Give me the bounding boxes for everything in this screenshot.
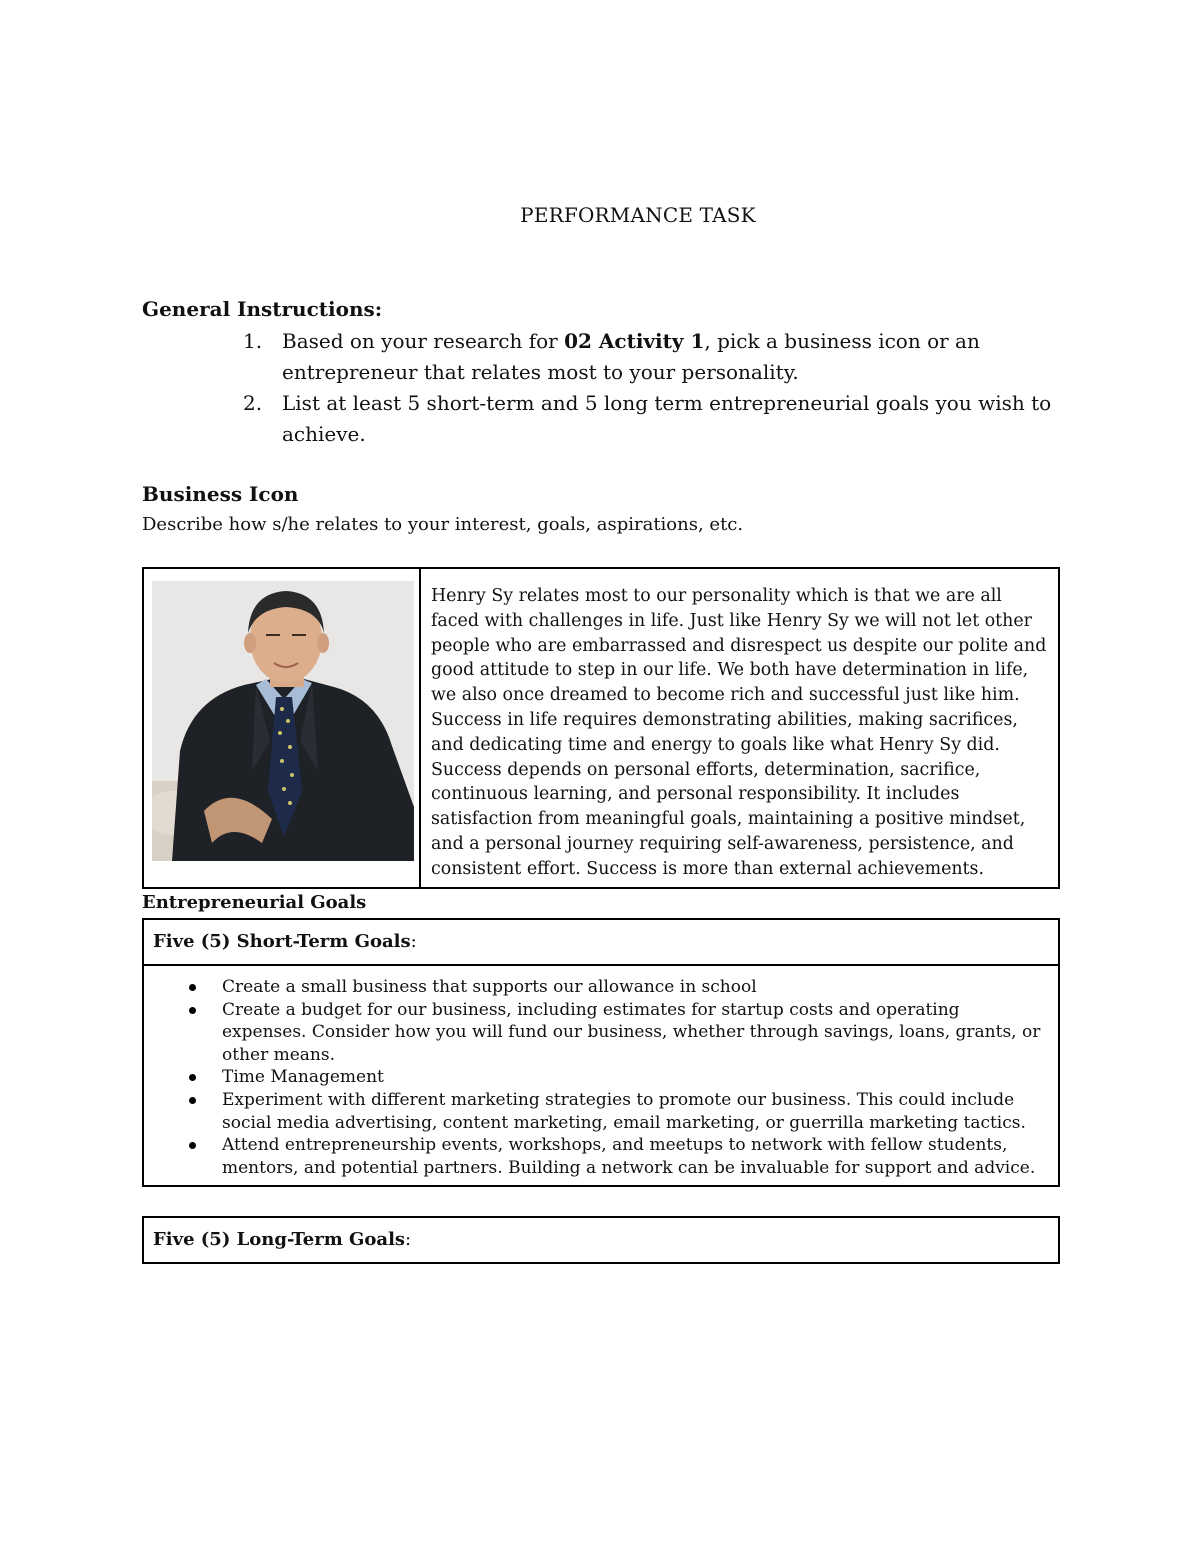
relation-text: Henry Sy relates most to our personality which is that we are all faced with challenges in life. Just like Henry Sy we will not let other people who are embarrassed and disrespect us despite our polite and good attitude to step in our life. We both have determination in life, we also once dreamed to become rich and successful just like him. Success in life requires demonstrating abilities, making sacrifices, and dedicating time and energy to goals like what Henry Sy did. Success depends on personal efforts, determination, sacrifice, continuous learning, and personal responsibility. It includes satisfaction from meaningful goals, maintaining a positive mindset, and a personal journey requiring self-awareness, persistence, and consistent effort. Success is more than external achievements. [431, 586, 1047, 879]
long-term-goals-header [144, 1218, 1058, 1264]
goal-text: Create a budget for our business, including estimates for startup costs and operating expenses. Consider how you will fund our business, whether through savings, loans, grants, or other means. [222, 999, 1041, 1065]
portrait-illustration [152, 581, 414, 861]
instruction-text-pre: Based on your research for [282, 329, 565, 353]
business-icon-table [142, 567, 1060, 889]
instruction-text: List at least 5 short-term and 5 long term entrepreneurial goals you wish to achieve. [282, 391, 1052, 446]
list-item [222, 1134, 1044, 1179]
instruction-item [243, 388, 1073, 450]
photo-cell [144, 569, 421, 887]
instruction-activity-ref: 02 Activity 1 [564, 329, 705, 353]
long-term-goals-label: Five (5) Long-Term Goals [153, 1229, 406, 1250]
bullet-icon [189, 1007, 196, 1014]
instruction-text-post: , pick a business icon or an entrepreneur that relates most to your personality. [282, 329, 980, 384]
instruction-item [243, 326, 1073, 388]
general-instructions-heading: General Instructions: [142, 297, 383, 321]
list-item [222, 1066, 1044, 1089]
list-item [222, 1089, 1044, 1134]
short-term-goals-colon: : [410, 931, 417, 952]
list-item [222, 999, 1044, 1067]
long-term-goals-box [142, 1216, 1060, 1264]
business-icon-heading: Business Icon [142, 482, 299, 506]
business-icon-description: Describe how s/he relates to your interest, goals, aspirations, etc. [142, 514, 744, 535]
bullet-icon [189, 1074, 196, 1081]
page-title: PERFORMANCE TASK [520, 203, 756, 227]
short-term-goals-header [144, 920, 1058, 966]
goal-text: Create a small business that supports our allowance in school [222, 977, 757, 997]
bullet-icon [189, 984, 196, 991]
instructions-list [243, 326, 1073, 450]
long-term-goals-colon: : [405, 1229, 412, 1250]
bullet-icon [189, 1142, 196, 1149]
entrepreneurial-goals-heading: Entrepreneurial Goals [142, 892, 367, 913]
short-term-goals-list [144, 966, 1058, 1179]
short-term-goals-label: Five (5) Short-Term Goals [153, 931, 411, 952]
bullet-icon [189, 1097, 196, 1104]
portrait-photo [152, 581, 414, 861]
list-item [222, 976, 1044, 999]
short-term-goals-box [142, 918, 1060, 1187]
instruction-number: 2. [243, 391, 263, 415]
goal-text: Time Management [222, 1067, 384, 1088]
instruction-number: 1. [243, 329, 263, 353]
goal-text: Attend entrepreneurship events, workshops, and meetups to network with fellow students, mentors, and potential partners. Building a network can be invaluable for support and advice. [222, 1135, 1036, 1178]
goal-text: Experiment with different marketing strategies to promote our business. This could include social media advertising, content marketing, email marketing, or guerrilla marketing tactics. [222, 1089, 1026, 1133]
